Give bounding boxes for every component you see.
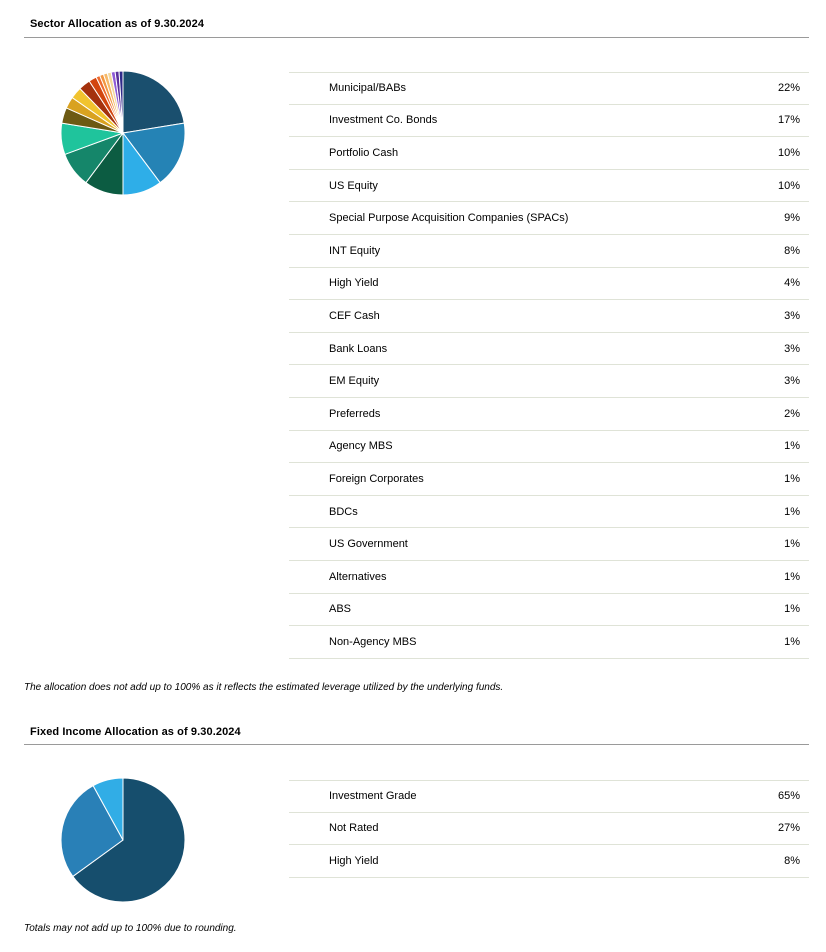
- sector-allocation-row-label: ABS: [329, 603, 352, 616]
- sector-allocation-row-label: Alternatives: [329, 570, 387, 583]
- sector-allocation-row-label: Preferreds: [329, 407, 381, 420]
- fixed-income-title: Fixed Income Allocation as of 9.30.2024: [30, 726, 241, 738]
- sector-allocation-note: The allocation does not add up to 100% as it reflects the estimated leverage utilized by the underlying funds.: [24, 682, 504, 693]
- sector-allocation-row-value: 1%: [784, 603, 800, 616]
- fixed-income-note: Totals may not add up to 100% due to rounding.: [24, 923, 237, 934]
- sector-allocation-row-label: Bank Loans: [329, 342, 388, 355]
- sector-allocation-row-value: 1%: [784, 472, 800, 485]
- sector-allocation-row-value: 3%: [784, 309, 800, 322]
- sector-allocation-row-label: BDCs: [329, 505, 358, 518]
- sector-allocation-row-value: 3%: [784, 375, 800, 388]
- sector-allocation-row-label: Non-Agency MBS: [329, 635, 417, 648]
- sector-allocation-row-label: Portfolio Cash: [329, 146, 399, 159]
- fixed-income-row-label: High Yield: [329, 854, 379, 867]
- fixed-income-row-value: 27%: [777, 822, 800, 835]
- sector-allocation-row-label: Special Purpose Acquisition Companies (SPACs): [329, 212, 569, 225]
- sector-allocation-row-value: 1%: [784, 538, 800, 551]
- sector-allocation-row-label: US Government: [329, 538, 408, 551]
- sector-allocation-row-value: 22%: [777, 82, 800, 95]
- sector-allocation-row-label: Municipal/BABs: [329, 82, 407, 95]
- sector-allocation-row-value: 1%: [784, 440, 800, 453]
- sector-allocation-row-label: INT Equity: [329, 244, 381, 257]
- sector-allocation-row-label: US Equity: [329, 179, 378, 192]
- sector-allocation-row-label: Investment Co. Bonds: [329, 114, 438, 127]
- sector-allocation-row-label: Agency MBS: [329, 440, 393, 453]
- fixed-income-row-label: Not Rated: [329, 822, 379, 835]
- fixed-income-row-label: Investment Grade: [329, 790, 417, 803]
- sector-allocation-row-label: EM Equity: [329, 375, 380, 388]
- fixed-income-table: [289, 780, 809, 878]
- sector-allocation-row-value: 1%: [784, 635, 800, 648]
- sector-allocation-row-value: 8%: [784, 244, 800, 257]
- fixed-income-row: [289, 780, 809, 813]
- fixed-income-row: [289, 813, 809, 846]
- sector-allocation-row-value: 2%: [784, 407, 800, 420]
- sector-allocation-row-value: 1%: [784, 505, 800, 518]
- sector-allocation-row-value: 1%: [784, 570, 800, 583]
- sector-allocation-row-label: CEF Cash: [329, 309, 380, 322]
- sector-allocation-row-value: 9%: [784, 212, 800, 225]
- fixed-income-divider: [24, 744, 809, 745]
- sector-allocation-row-label: Foreign Corporates: [329, 472, 424, 485]
- sector-allocation-row-value: 4%: [784, 277, 800, 290]
- fixed-income-row: [289, 845, 809, 878]
- fixed-income-row-value: 65%: [777, 790, 800, 803]
- sector-allocation-row-label: High Yield: [329, 277, 379, 290]
- sector-allocation-title: Sector Allocation as of 9.30.2024: [30, 18, 205, 30]
- fixed-income-row-value: 8%: [784, 854, 800, 867]
- sector-allocation-row-value: 3%: [784, 342, 800, 355]
- sector-allocation-row-value: 17%: [777, 114, 800, 127]
- sector-allocation-row-value: 10%: [777, 146, 800, 159]
- fixed-income-pie-chart: [58, 775, 188, 905]
- sector-allocation-row-value: 10%: [777, 179, 800, 192]
